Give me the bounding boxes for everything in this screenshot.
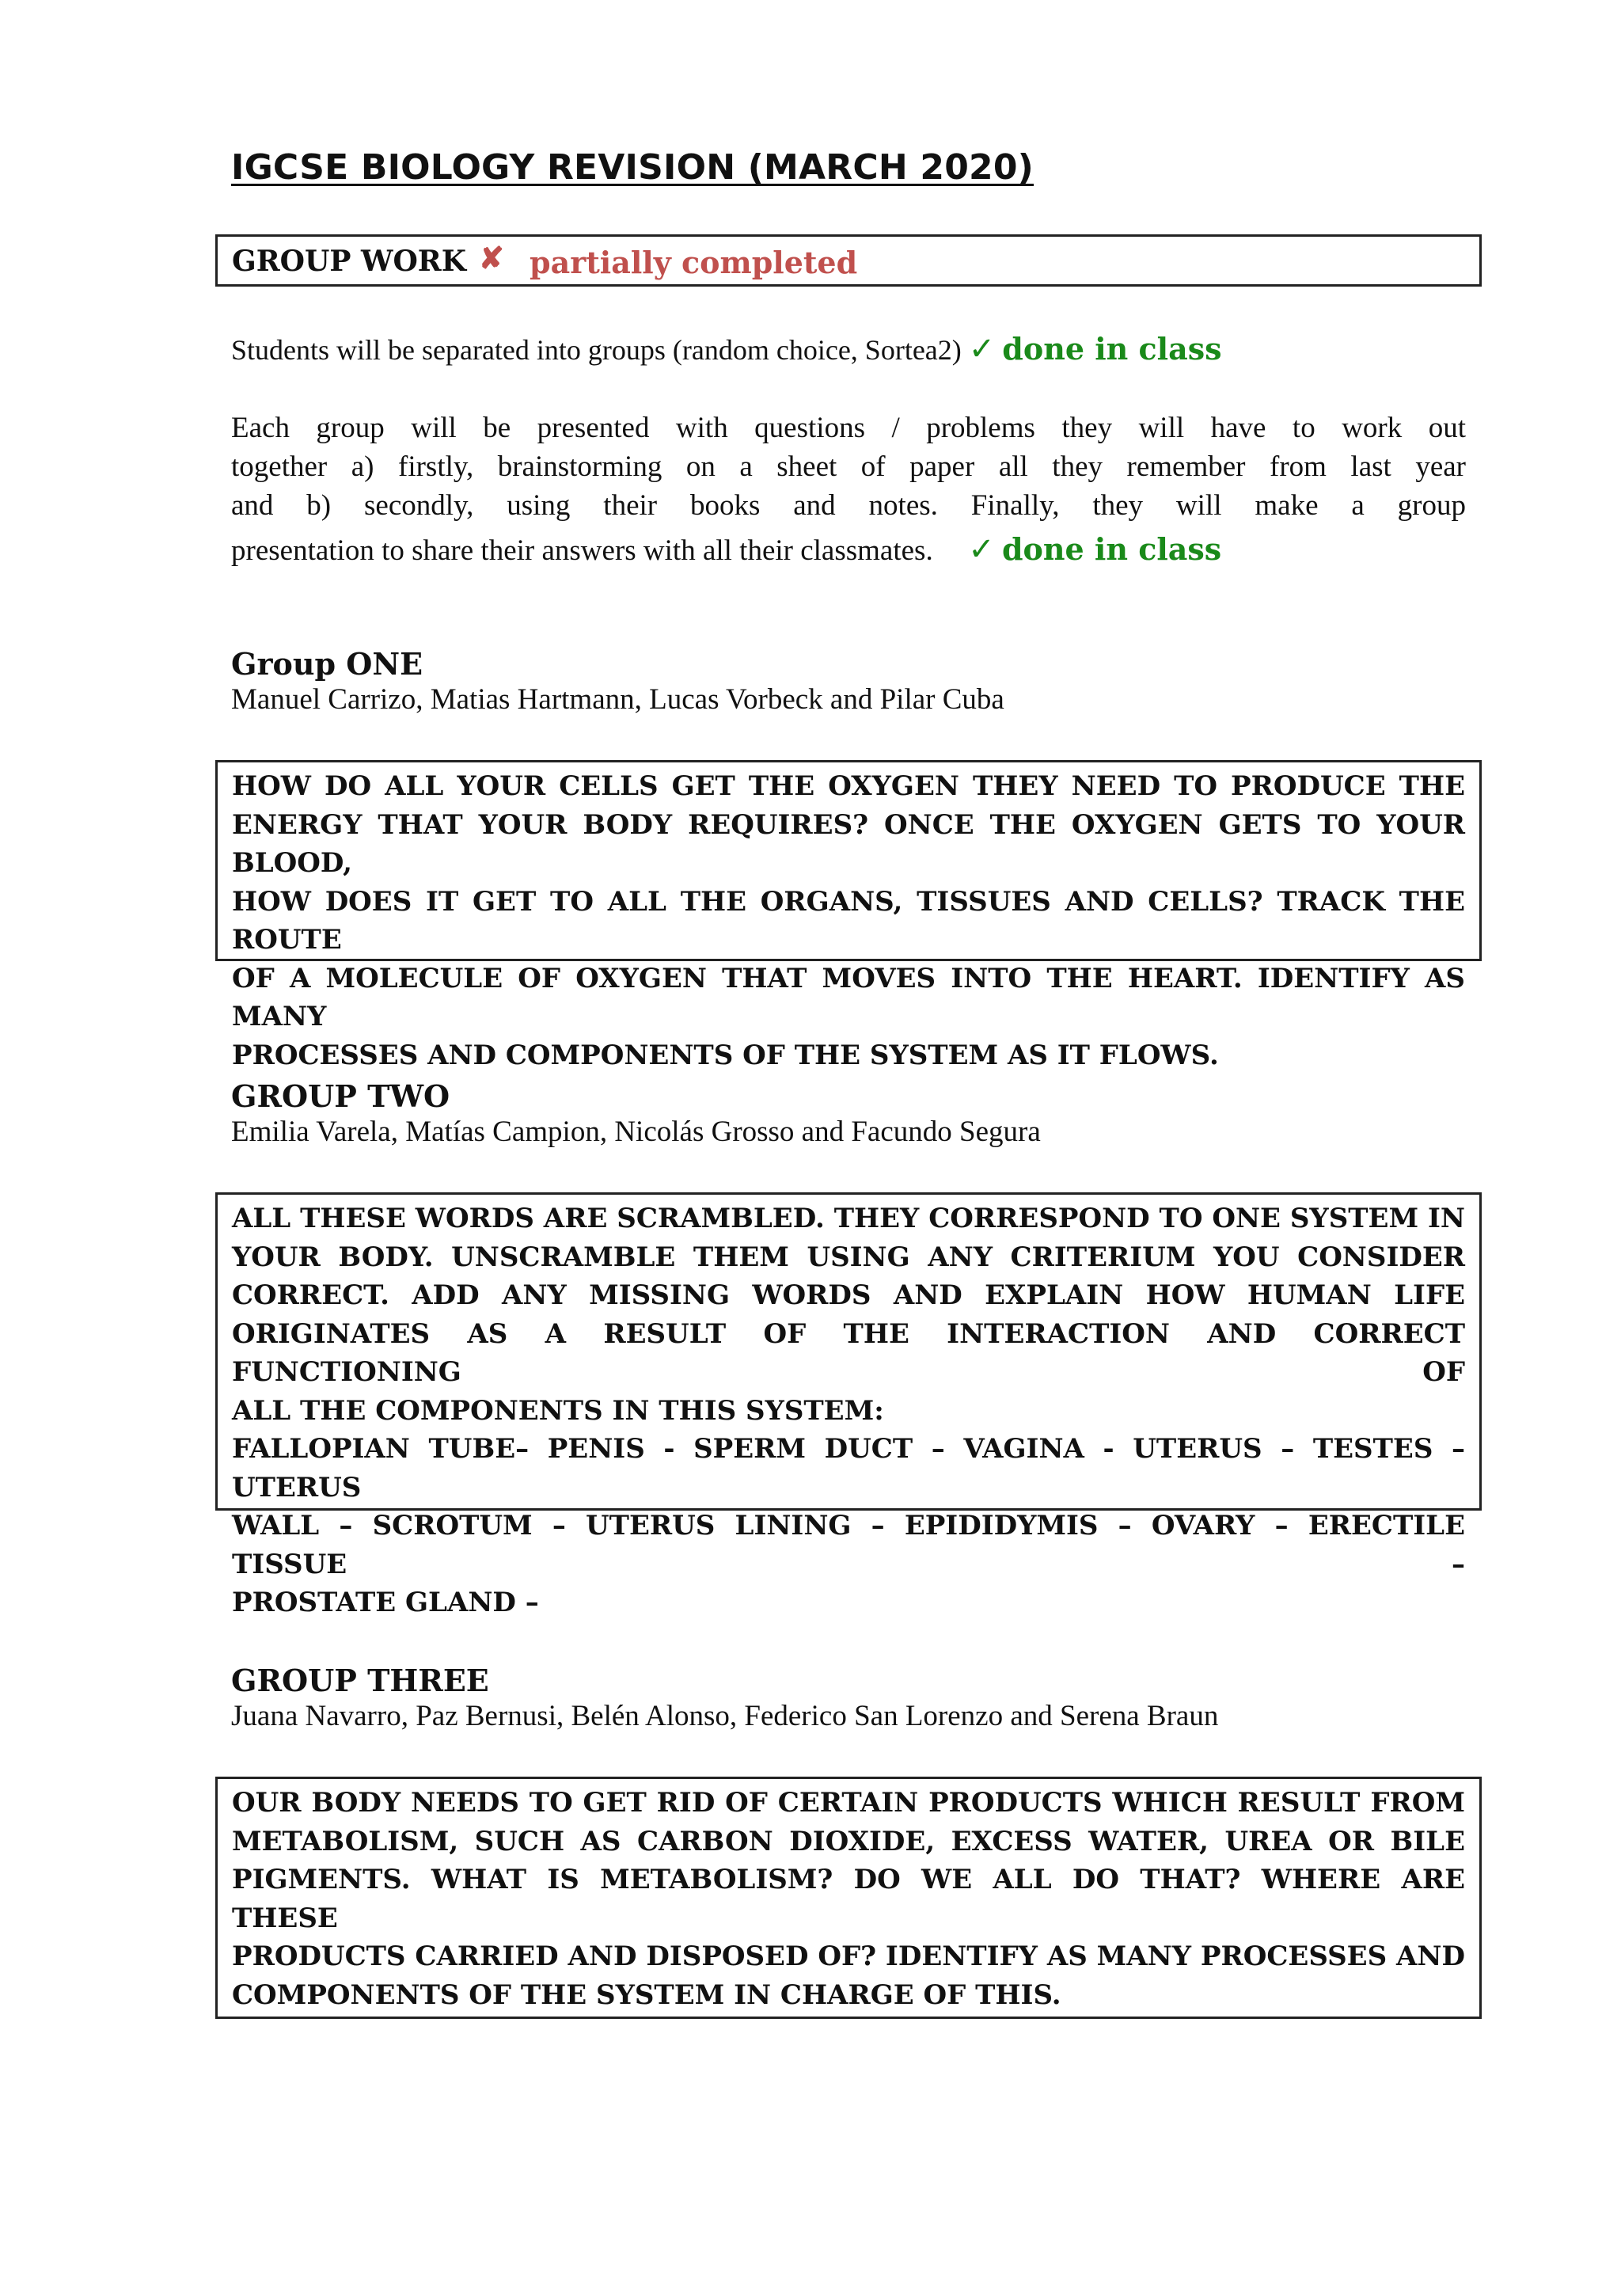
group-three-members: Juana Navarro, Paz Bernusi, Belén Alonso, Federico San Lorenzo and Serena Braun [231, 1700, 1219, 1732]
question-line: OUR BODY NEEDS TO GET RID OF CERTAIN PRODUCTS WHICH RESULT FROM [232, 1787, 1465, 1819]
question-line: HOW DOES IT GET TO ALL THE ORGANS, TISSUES AND CELLS? TRACK THE ROUTE [232, 885, 1465, 956]
page-title: IGCSE BIOLOGY REVISION (MARCH 2020) [231, 147, 1034, 188]
word-list-line: PROSTATE GLAND – [232, 1587, 539, 1618]
group-one-heading: Group ONE [231, 646, 423, 682]
intro-line [231, 331, 1222, 367]
question-line: HOW DO ALL YOUR CELLS GET THE OXYGEN THEY NEED TO PRODUCE THE [232, 770, 1465, 802]
checkmark-icon: ✓ [968, 331, 996, 367]
group-three-heading: GROUP THREE [231, 1663, 489, 1698]
group-work-status: partially completed [530, 245, 858, 280]
intro-status: done in class [1002, 331, 1222, 367]
paragraph-line: Each group will be presented with questions / problems they will have to work out [231, 412, 1466, 444]
paragraph-last-line [231, 530, 1466, 570]
question-line: COMPONENTS OF THE SYSTEM IN CHARGE OF THIS. [232, 1979, 1061, 2011]
question-line: ORIGINATES AS A RESULT OF THE INTERACTION AND CORRECT FUNCTIONING OF [232, 1317, 1465, 1388]
paragraph-line: together a) firstly, brainstorming on a sheet of paper all they remember from last year [231, 450, 1466, 483]
question-line: OF A MOLECULE OF OXYGEN THAT MOVES INTO THE HEART. IDENTIFY AS MANY [232, 962, 1465, 1032]
group-one-question-box [215, 760, 1482, 1071]
question-line: CORRECT. ADD ANY MISSING WORDS AND EXPLAIN HOW HUMAN LIFE [232, 1279, 1465, 1311]
question-line: PIGMENTS. WHAT IS METABOLISM? DO WE ALL DO THAT? WHERE ARE THESE [232, 1864, 1465, 1934]
question-line: PRODUCTS CARRIED AND DISPOSED OF? IDENTIFY AS MANY PROCESSES AND [232, 1941, 1465, 1972]
group-two-members: Emilia Varela, Matías Campion, Nicolás Grosso and Facundo Segura [231, 1116, 1041, 1148]
question-line: METABOLISM, SUCH AS CARBON DIOXIDE, EXCESS WATER, UREA OR BILE [232, 1825, 1465, 1857]
word-list-line: FALLOPIAN TUBE– PENIS - SPERM DUCT – VAGINA - UTERUS – TESTES – UTERUS [232, 1433, 1465, 1503]
checkmark-icon: ✓ [968, 531, 995, 568]
group-three-question-box [215, 1777, 1482, 2019]
question-line: ENERGY THAT YOUR BODY REQUIRES? ONCE THE OXYGEN GETS TO YOUR BLOOD, [232, 808, 1465, 879]
group-one-members: Manuel Carrizo, Matias Hartmann, Lucas Vorbeck and Pilar Cuba [231, 683, 1004, 716]
question-line: ALL THESE WORDS ARE SCRAMBLED. THEY CORRESPOND TO ONE SYSTEM IN [232, 1203, 1465, 1234]
group-three-question [232, 1784, 1465, 2014]
group-two-question-box [215, 1192, 1482, 1618]
group-work-box [215, 234, 1482, 287]
question-line: YOUR BODY. UNSCRAMBLE THEM USING ANY CRITERIUM YOU CONSIDER [232, 1241, 1465, 1273]
cross-icon: ✘ [479, 240, 504, 276]
question-line: ALL THE COMPONENTS IN THIS SYSTEM: [232, 1394, 884, 1427]
paragraph-last-text: presentation to share their answers with all their classmates. [231, 534, 933, 567]
group-two-question [232, 1199, 1465, 1622]
paragraph-line: and b) secondly, using their books and notes. Finally, they will make a group [231, 489, 1466, 522]
word-list-line: WALL – SCROTUM – UTERUS LINING – EPIDIDYMIS – OVARY – ERECTILE TISSUE – [232, 1510, 1465, 1580]
intro-paragraph [231, 409, 1466, 570]
group-work-label: GROUP WORK [232, 245, 467, 278]
intro-paragraph-status: done in class [1001, 531, 1222, 567]
question-line: PROCESSES AND COMPONENTS OF THE SYSTEM AS IT FLOWS. [232, 1039, 1219, 1071]
group-two-heading: GROUP TWO [231, 1078, 450, 1114]
group-one-question [232, 767, 1465, 1074]
intro-text: Students will be separated into groups (random choice, Sortea2) [231, 334, 962, 366]
